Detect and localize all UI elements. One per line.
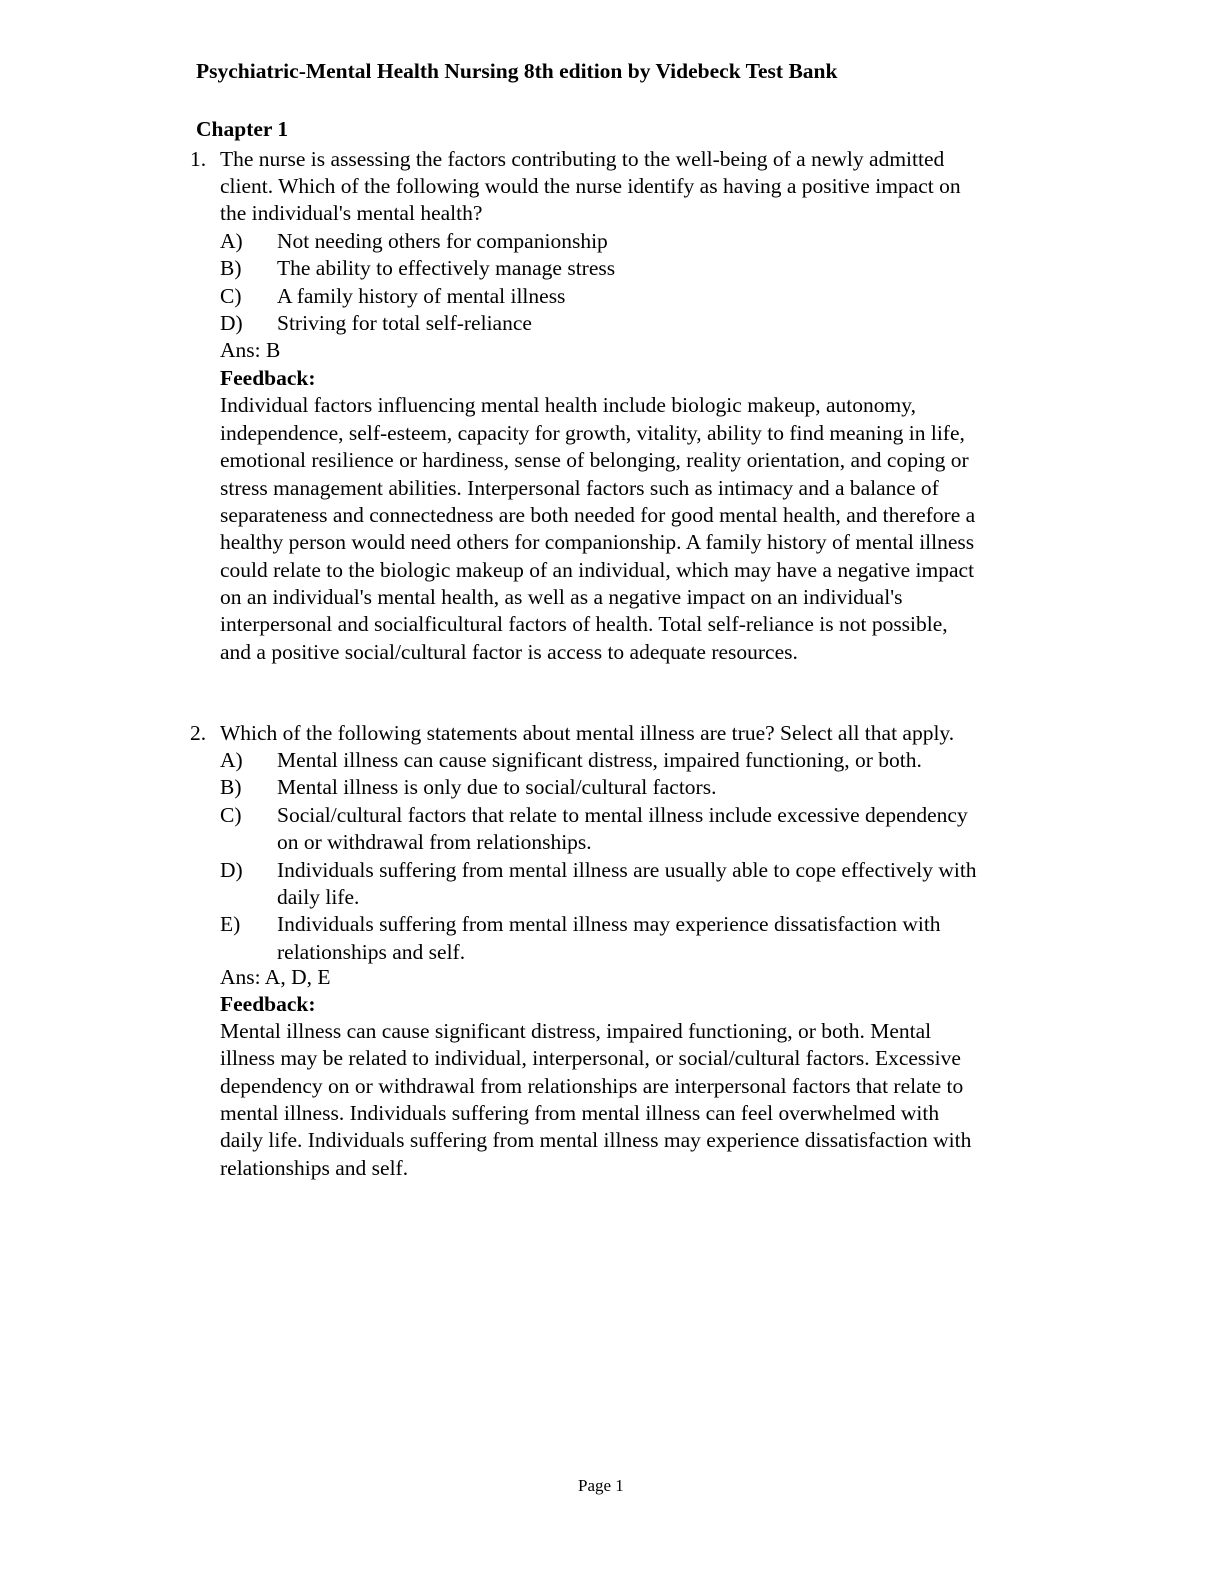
option-label: E)	[220, 912, 241, 936]
option-text: Mental illness is only due to social/cultural factors.	[277, 775, 717, 799]
option-text: Individuals suffering from mental illness may experience dissatisfaction with	[277, 912, 941, 936]
chapter-heading: Chapter 1	[196, 117, 289, 141]
feedback-line: illness may be related to individual, interpersonal, or social/cultural factors. Excessive	[220, 1046, 961, 1070]
option-text: on or withdrawal from relationships.	[277, 830, 592, 854]
question-number: 2.	[190, 721, 207, 745]
feedback-line: separateness and connectedness are both needed for good mental health, and therefore a	[220, 503, 976, 527]
option-label: D)	[220, 858, 243, 882]
feedback-line: interpersonal and socialficultural factors of health. Total self-reliance is not possible,	[220, 612, 948, 636]
option-text: relationships and self.	[277, 940, 466, 964]
option-text: Not needing others for companionship	[277, 229, 608, 253]
question-stem-line: Which of the following statements about mental illness are true? Select all that apply.	[220, 721, 955, 745]
feedback-label: Feedback:	[220, 992, 316, 1016]
feedback-line: relationships and self.	[220, 1156, 409, 1180]
feedback-line: healthy person would need others for companionship. A family history of mental illness	[220, 530, 975, 554]
feedback-line: stress management abilities. Interpersonal factors such as intimacy and a balance of	[220, 476, 939, 500]
feedback-line: mental illness. Individuals suffering from mental illness can feel overwhelmed with	[220, 1101, 940, 1125]
feedback-line: Individual factors influencing mental health include biologic makeup, autonomy,	[220, 393, 916, 417]
option-text: daily life.	[277, 885, 360, 909]
feedback-line: dependency on or withdrawal from relationships are interpersonal factors that relate to	[220, 1074, 964, 1098]
question-number: 1.	[190, 147, 207, 171]
feedback-line: and a positive social/cultural factor is access to adequate resources.	[220, 640, 798, 664]
option-label: B)	[220, 256, 242, 280]
option-text: Mental illness can cause significant distress, impaired functioning, or both.	[277, 748, 922, 772]
option-label: A)	[220, 229, 243, 253]
option-label: A)	[220, 748, 243, 772]
option-text: Striving for total self-reliance	[277, 311, 532, 335]
option-label: B)	[220, 775, 242, 799]
feedback-line: independence, self-esteem, capacity for growth, vitality, ability to find meaning in life,	[220, 421, 965, 445]
feedback-line: could relate to the biologic makeup of an individual, which may have a negative impact	[220, 558, 975, 582]
option-label: C)	[220, 803, 242, 827]
document-title: Psychiatric-Mental Health Nursing 8th edition by Videbeck Test Bank	[196, 59, 838, 83]
answer: Ans: A, D, E	[220, 965, 331, 989]
question-stem-line: client. Which of the following would the nurse identify as having a positive impact on	[220, 174, 961, 198]
feedback-line: daily life. Individuals suffering from mental illness may experience dissatisfaction with	[220, 1128, 972, 1152]
feedback-line: emotional resilience or hardiness, sense of belonging, reality orientation, and coping or	[220, 448, 969, 472]
question-stem-line: the individual's mental health?	[220, 201, 483, 225]
feedback-line: on an individual's mental health, as well as a negative impact on an individual's	[220, 585, 903, 609]
option-text: A family history of mental illness	[277, 284, 566, 308]
option-label: D)	[220, 311, 243, 335]
page-number: Page 1	[578, 1476, 624, 1495]
answer: Ans: B	[220, 338, 281, 362]
option-label: C)	[220, 284, 242, 308]
option-text: Individuals suffering from mental illness are usually able to cope effectively with	[277, 858, 977, 882]
question-stem-line: The nurse is assessing the factors contributing to the well-being of a newly admitted	[220, 147, 945, 171]
option-text: The ability to effectively manage stress	[277, 256, 616, 280]
option-text: Social/cultural factors that relate to mental illness include excessive dependency	[277, 803, 968, 827]
feedback-line: Mental illness can cause significant distress, impaired functioning, or both. Mental	[220, 1019, 932, 1043]
feedback-label: Feedback:	[220, 366, 316, 390]
